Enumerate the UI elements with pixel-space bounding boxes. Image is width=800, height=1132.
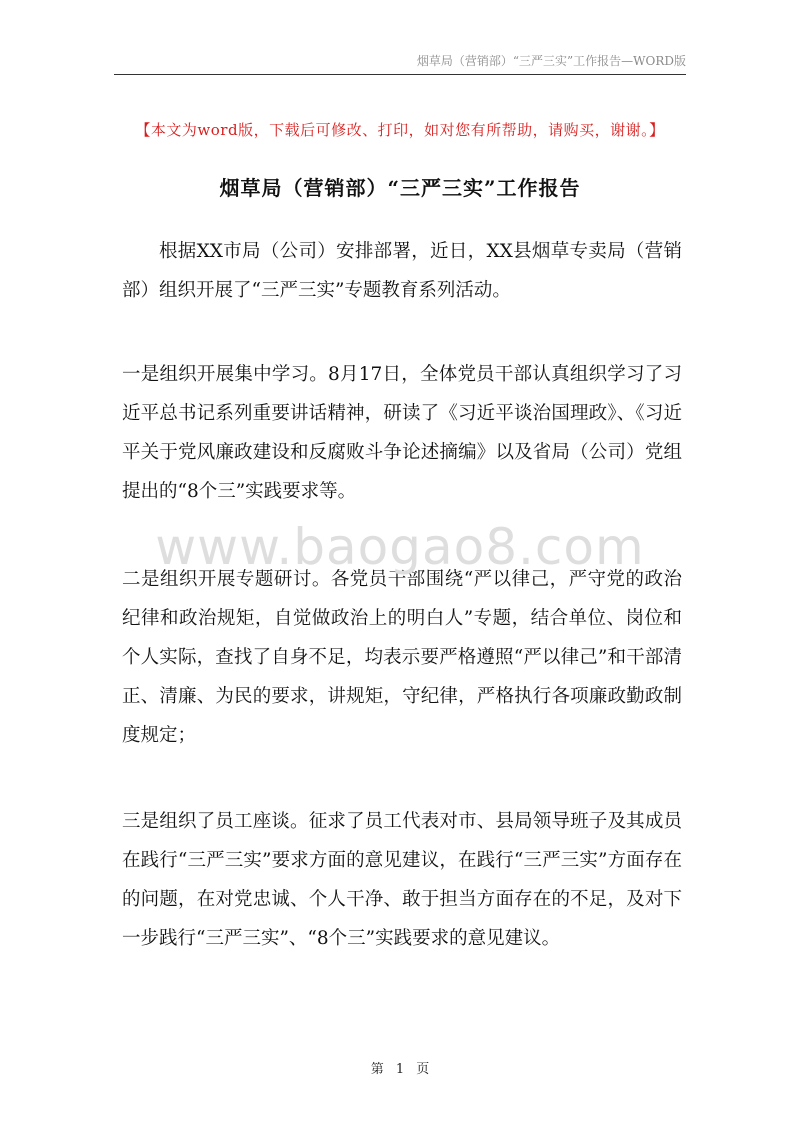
body-paragraph-study: 一是组织开展集中学习。8月17日，全体党员干部认真组织学习了习近平总书记系列重要讲话精神，研读了《习近平谈治国理政》、《习近平关于党风廉政建设和反腐败斗争论述摘编》以及省局（公司）党组提出的“8个三”实践要求等。 bbox=[122, 364, 682, 502]
document-title: 烟草局（营销部）“三严三实”工作报告 bbox=[219, 176, 581, 200]
body-paragraph-seminar: 二是组织开展专题研讨。各党员干部围绕“严以律己，严守党的政治纪律和政治规矩，自觉做政治上的明白人”专题，结合单位、岗位和个人实际，查找了自身不足，均表示要严格遵照“严以律己”和干部清正、清廉、为民的要求，讲规矩，守纪律，严格执行各项廉政勤政制度规定； bbox=[122, 569, 682, 746]
body-paragraph-symposium: 三是组织了员工座谈。征求了员工代表对市、县局领导班子及其成员在践行“三严三实”要求方面的意见建议，在践行“三严三实”方面存在的问题，在对党忠诚、个人干净、敢于担当方面存在的不足，及对下一步践行“三严三实”、“8个三”实践要求的意见建议。 bbox=[122, 811, 682, 949]
watermark: www.baogao8.com bbox=[155, 518, 645, 576]
page-footer bbox=[0, 1058, 800, 1077]
running-header: 烟草局（营销部）“三严三实”工作报告—WORD版 bbox=[416, 54, 686, 68]
page-prefix: 第 bbox=[370, 1062, 384, 1077]
page-suffix: 页 bbox=[416, 1062, 430, 1077]
intro-paragraph: 根据XX市局（公司）安排部署，近日，XX县烟草专卖局（营销部）组织开展了“三严三实”专题教育系列活动。 bbox=[122, 241, 682, 301]
download-notice: 【本文为word版，下载后可修改、打印，如对您有所帮助，请购买，谢谢。】 bbox=[135, 121, 665, 139]
page-number: 1 bbox=[395, 1062, 405, 1077]
header-divider bbox=[114, 74, 686, 75]
